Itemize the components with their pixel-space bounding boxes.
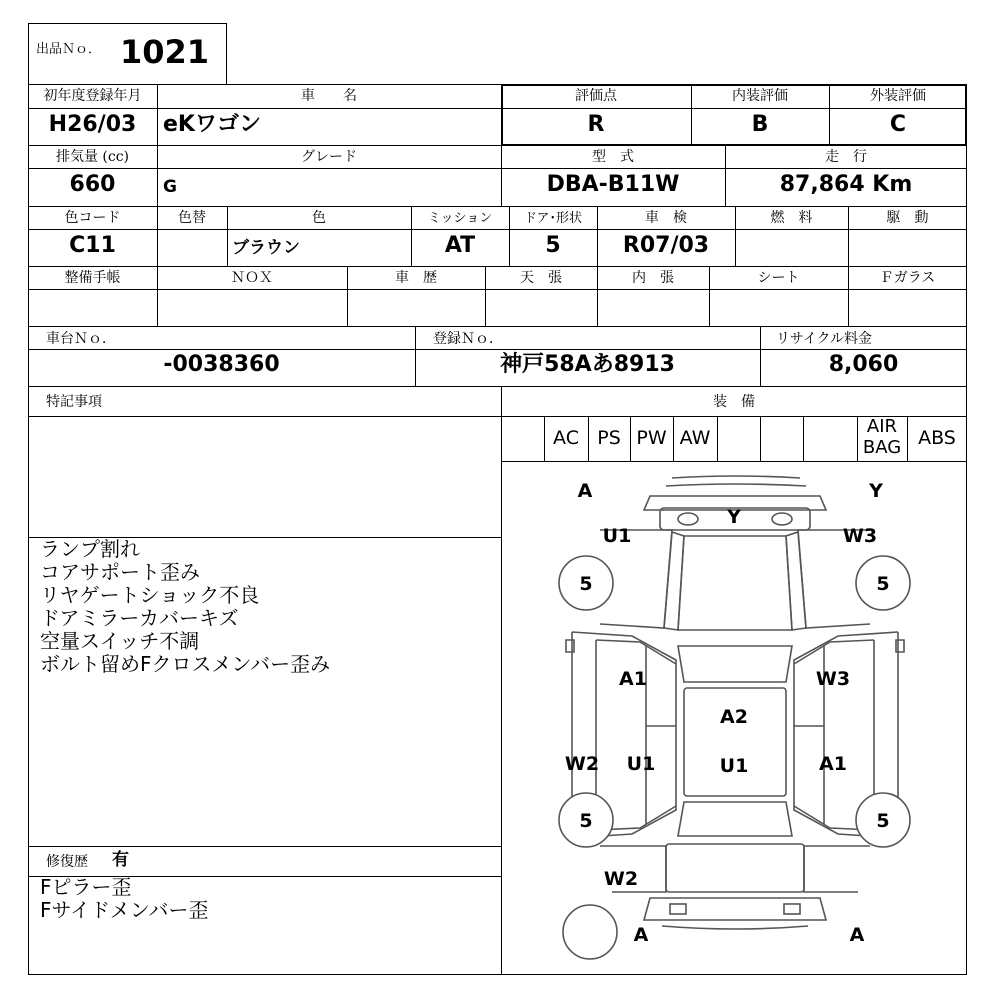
notes-list [40, 538, 330, 676]
nox-label: ＮＯＸ [231, 270, 273, 286]
damage-codes [565, 480, 890, 946]
color-change-label: 色替 [178, 210, 206, 226]
damage-mark: W3 [842, 525, 878, 547]
damage-mark: A1 [819, 753, 847, 775]
mileage-value: 87,864 Km [779, 172, 913, 197]
inspection-value: R07/03 [622, 233, 710, 258]
interior-roof-label: 内 張 [632, 270, 674, 286]
equipment-ac: AC [553, 427, 579, 449]
note-item: ボルト留めFクロスメンバー歪み [40, 652, 331, 676]
damage-mark: Y [727, 506, 741, 528]
fglass-label: Ｆガラス [879, 270, 936, 286]
door-label: ドア･形状 [523, 211, 583, 226]
note-item: コアサポート歪み [40, 560, 200, 584]
car-name-value: eKワゴン [163, 112, 261, 137]
damage-mark: W3 [815, 668, 851, 690]
lot-number: 1021 [120, 33, 210, 71]
sunroof-label: 天 張 [520, 270, 562, 286]
damage-mark: U1 [719, 755, 749, 777]
note-item: リヤゲートショック不良 [40, 583, 260, 607]
damage-mark: A [633, 924, 649, 946]
model-label: 型 式 [592, 149, 634, 165]
damage-mark: 5 [579, 573, 593, 595]
equipment-aw: AW [679, 427, 711, 449]
repair-value: 有 [112, 850, 129, 870]
recycle-label: リサイクル料金 [776, 331, 873, 347]
note-item: ドアミラーカバーキズ [40, 606, 239, 630]
score-label: 評価点 [575, 88, 617, 104]
score-value: R [587, 112, 605, 137]
damage-mark: 5 [876, 810, 890, 832]
damage-diagram [502, 462, 966, 974]
note-item: ランプ割れ [40, 537, 140, 561]
repair-item: Fピラー歪 [40, 875, 132, 899]
equipment-ps: PS [597, 427, 621, 449]
exterior-value: C [889, 112, 907, 137]
damage-mark: U1 [626, 753, 656, 775]
history-label: 車 歴 [395, 270, 437, 286]
damage-mark: Y [869, 480, 883, 502]
spare-tire [563, 905, 617, 959]
equipment-airbag: AIR BAG [862, 416, 902, 458]
damage-mark: A [849, 924, 865, 946]
fuel-label: 燃 料 [770, 210, 813, 226]
recycle-value: 8,060 [828, 352, 899, 377]
interior-value: B [751, 112, 769, 137]
damage-mark: U1 [602, 525, 632, 547]
displacement-value: 660 [69, 172, 116, 197]
drive-label: 駆 動 [886, 210, 929, 226]
lot-number-label: 出品Ｎｏ． [36, 42, 102, 57]
equipment-pw: PW [636, 427, 667, 449]
damage-mark: W2 [603, 868, 639, 890]
notes-label: 特記事項 [46, 394, 102, 410]
displacement-label: 排気量 (cc) [55, 149, 130, 165]
color-label: 色 [312, 210, 326, 226]
color-code-label: 色コード [64, 210, 121, 226]
repair-list [40, 876, 209, 922]
chassis-value: -0038360 [163, 352, 280, 377]
equipment-abs: ABS [918, 427, 956, 449]
mission-label: ミッション [427, 211, 493, 226]
car-name-label: 車 名 [301, 88, 357, 104]
damage-mark: A1 [619, 668, 647, 690]
damage-mark: 5 [579, 810, 593, 832]
seat-label: シート [757, 270, 800, 286]
maintenance-label: 整備手帳 [64, 270, 121, 286]
grade-label: グレード [301, 149, 357, 165]
reg-year-value: H26/03 [48, 112, 137, 137]
mission-value: AT [444, 233, 476, 258]
repair-label: 修復歴 [46, 854, 88, 870]
repair-item: Fサイドメンバー歪 [40, 898, 209, 922]
damage-mark: 5 [876, 573, 890, 595]
model-value: DBA-B11W [546, 172, 680, 197]
door-value: 5 [545, 233, 561, 258]
registration-value: 神戸58Aあ8913 [500, 352, 675, 377]
grade-value: G [163, 177, 177, 197]
damage-mark: W2 [564, 753, 600, 775]
registration-label: 登録Ｎｏ． [433, 331, 503, 347]
note-item: 空量スイッチ不調 [40, 629, 200, 653]
exterior-label: 外装評価 [870, 88, 926, 104]
equipment-label: 装 備 [713, 394, 755, 410]
damage-mark: A [577, 480, 593, 502]
reg-year-label: 初年度登録年月 [43, 88, 142, 104]
interior-label: 内装評価 [732, 88, 788, 104]
mileage-label: 走 行 [825, 149, 867, 165]
damage-mark: A2 [720, 706, 748, 728]
color-value: ブラウン [232, 238, 300, 258]
inspection-label: 車 検 [645, 210, 687, 226]
color-code-value: C11 [69, 233, 116, 258]
chassis-label: 車台Ｎｏ． [46, 331, 116, 347]
